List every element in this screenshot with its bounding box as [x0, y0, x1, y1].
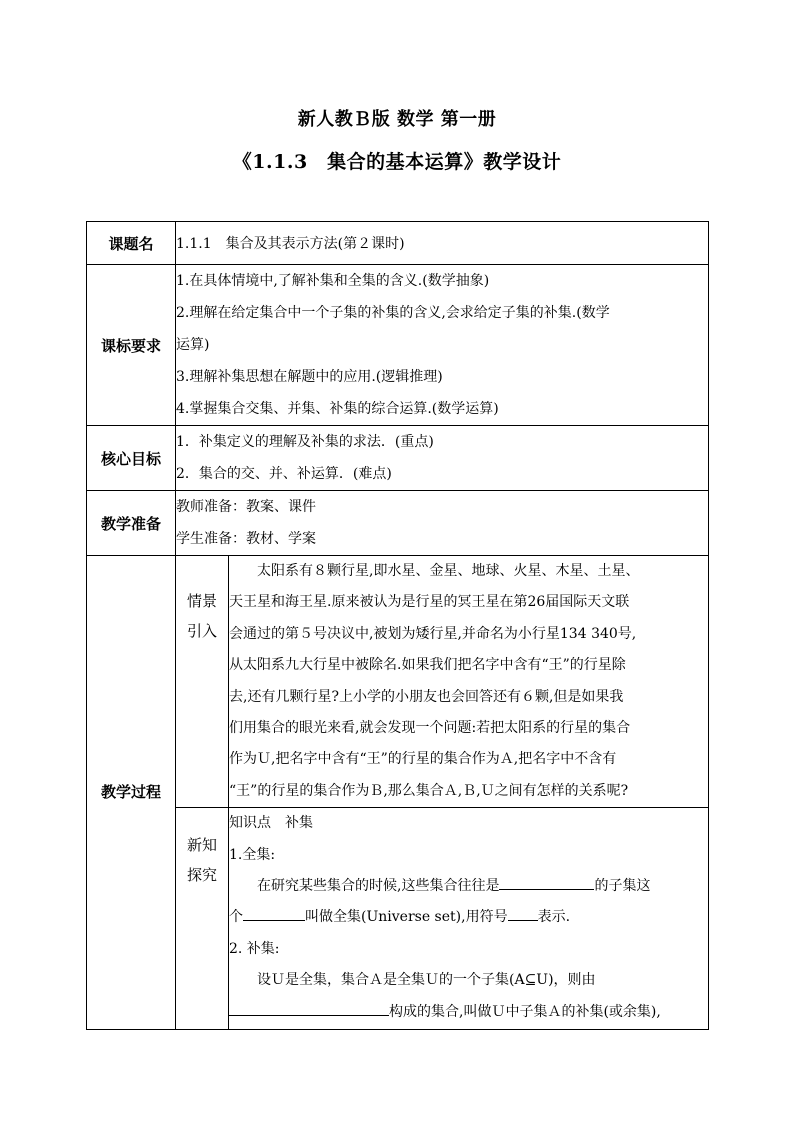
core-goals-line: 1．补集定义的理解及补集的求法．(重点) — [176, 434, 434, 450]
standards-label: 课标要求 — [87, 265, 176, 426]
intro-line: 作为Ｕ,把名字中含有“王”的行星的集合作为Ａ,把名字中不含有 — [229, 751, 617, 768]
universal-text: 表示. — [537, 909, 571, 926]
fill-blank[interactable] — [243, 902, 305, 921]
core-goals-line: 2．集合的交、并、补运算．(难点) — [176, 466, 392, 482]
topic-label: 课题名 — [87, 222, 176, 265]
complement-line — [229, 997, 708, 1028]
intro-paragraph — [229, 556, 709, 808]
explore-paragraph — [229, 808, 709, 1030]
process-explore-row — [87, 808, 709, 1030]
intro-label-line: 引入 — [186, 622, 217, 640]
universal-text: 个 — [229, 909, 243, 926]
process-intro-row — [87, 556, 709, 808]
lesson-plan-table — [86, 221, 709, 1030]
preparation-line: 教师准备：教案、课件 — [176, 499, 316, 515]
explore-sublabel — [176, 808, 229, 1030]
complement-line: 设Ｕ是全集，集合Ａ是全集Ｕ的一个子集(A⊆U)，则由 — [257, 972, 596, 989]
standards-line: 运算) — [176, 337, 210, 353]
standards-content — [176, 265, 709, 426]
topic-value: 1.1.1 集合及其表示方法(第２课时) — [176, 222, 709, 265]
standards-row — [87, 265, 709, 426]
fill-blank[interactable] — [499, 871, 594, 890]
preparation-row — [87, 491, 709, 556]
intro-line: “王”的行星的集合作为Ｂ,那么集合Ａ,Ｂ,Ｕ之间有怎样的关系呢? — [229, 782, 629, 799]
preparation-line: 学生准备：教材、学案 — [176, 531, 316, 547]
document-subtitle: 《1.1.3 集合的基本运算》教学设计 — [232, 151, 562, 173]
complement-heading: 2. 补集: — [229, 940, 280, 957]
universal-text: 叫做全集(Universe set),用符号 — [305, 909, 508, 926]
standards-line: 1.在具体情境中,了解补集和全集的含义.(数学抽象) — [176, 273, 490, 289]
topic-row — [87, 222, 709, 265]
preparation-label: 教学准备 — [87, 491, 176, 556]
intro-sublabel — [176, 556, 229, 808]
intro-line: 从太阳系九大行星中被除名.如果我们把名字中含有“王”的行星除 — [229, 657, 626, 674]
explore-label-line: 新知 — [186, 836, 217, 855]
universal-set-heading: 1.全集: — [229, 846, 276, 863]
complement-text: 构成的集合,叫做Ｕ中子集Ａ的补集(或余集), — [389, 1003, 661, 1020]
intro-line: 们用集合的眼光来看,就会发现一个问题:若把太阳系的行星的集合 — [229, 720, 631, 737]
standards-line: 4.掌握集合交集、并集、补集的综合运算.(数学运算) — [176, 401, 499, 417]
process-label-text: 教学过程 — [100, 783, 161, 802]
explore-label-line: 探究 — [186, 866, 217, 885]
fill-blank[interactable] — [229, 997, 389, 1016]
document-title: 新人教Ｂ版 数学 第一册 — [297, 109, 497, 130]
universal-set-line — [229, 871, 708, 902]
intro-line: 天王星和海王星.原来被认为是行星的冥王星在第26届国际天文联 — [229, 594, 630, 611]
process-label — [87, 556, 176, 1030]
fill-blank[interactable] — [508, 902, 538, 921]
intro-line: 太阳系有８颗行星,即水星、金星、地球、火星、木星、土星、 — [257, 563, 640, 579]
intro-label-line: 情景 — [186, 592, 217, 610]
universal-text: 在研究某些集合的时候,这些集合往往是 — [257, 878, 500, 895]
core-goals-content — [176, 426, 709, 491]
core-goals-row — [87, 426, 709, 491]
universal-set-line — [229, 902, 708, 933]
standards-line: 3.理解补集思想在解题中的应用.(逻辑推理) — [176, 369, 443, 385]
core-goals-label: 核心目标 — [87, 426, 176, 491]
intro-line: 会通过的第５号决议中,被划为矮行星,并命名为小行星134 340号, — [229, 625, 637, 642]
knowledge-point-heading: 知识点 补集 — [229, 815, 313, 832]
intro-line: 去,还有几颗行星?上小学的小朋友也会回答还有６颗,但是如果我 — [229, 688, 624, 705]
preparation-content — [176, 491, 709, 556]
standards-line: 2.理解在给定集合中一个子集的补集的含义,会求给定子集的补集.(数学 — [176, 305, 610, 321]
universal-text: 的子集这 — [594, 878, 651, 895]
